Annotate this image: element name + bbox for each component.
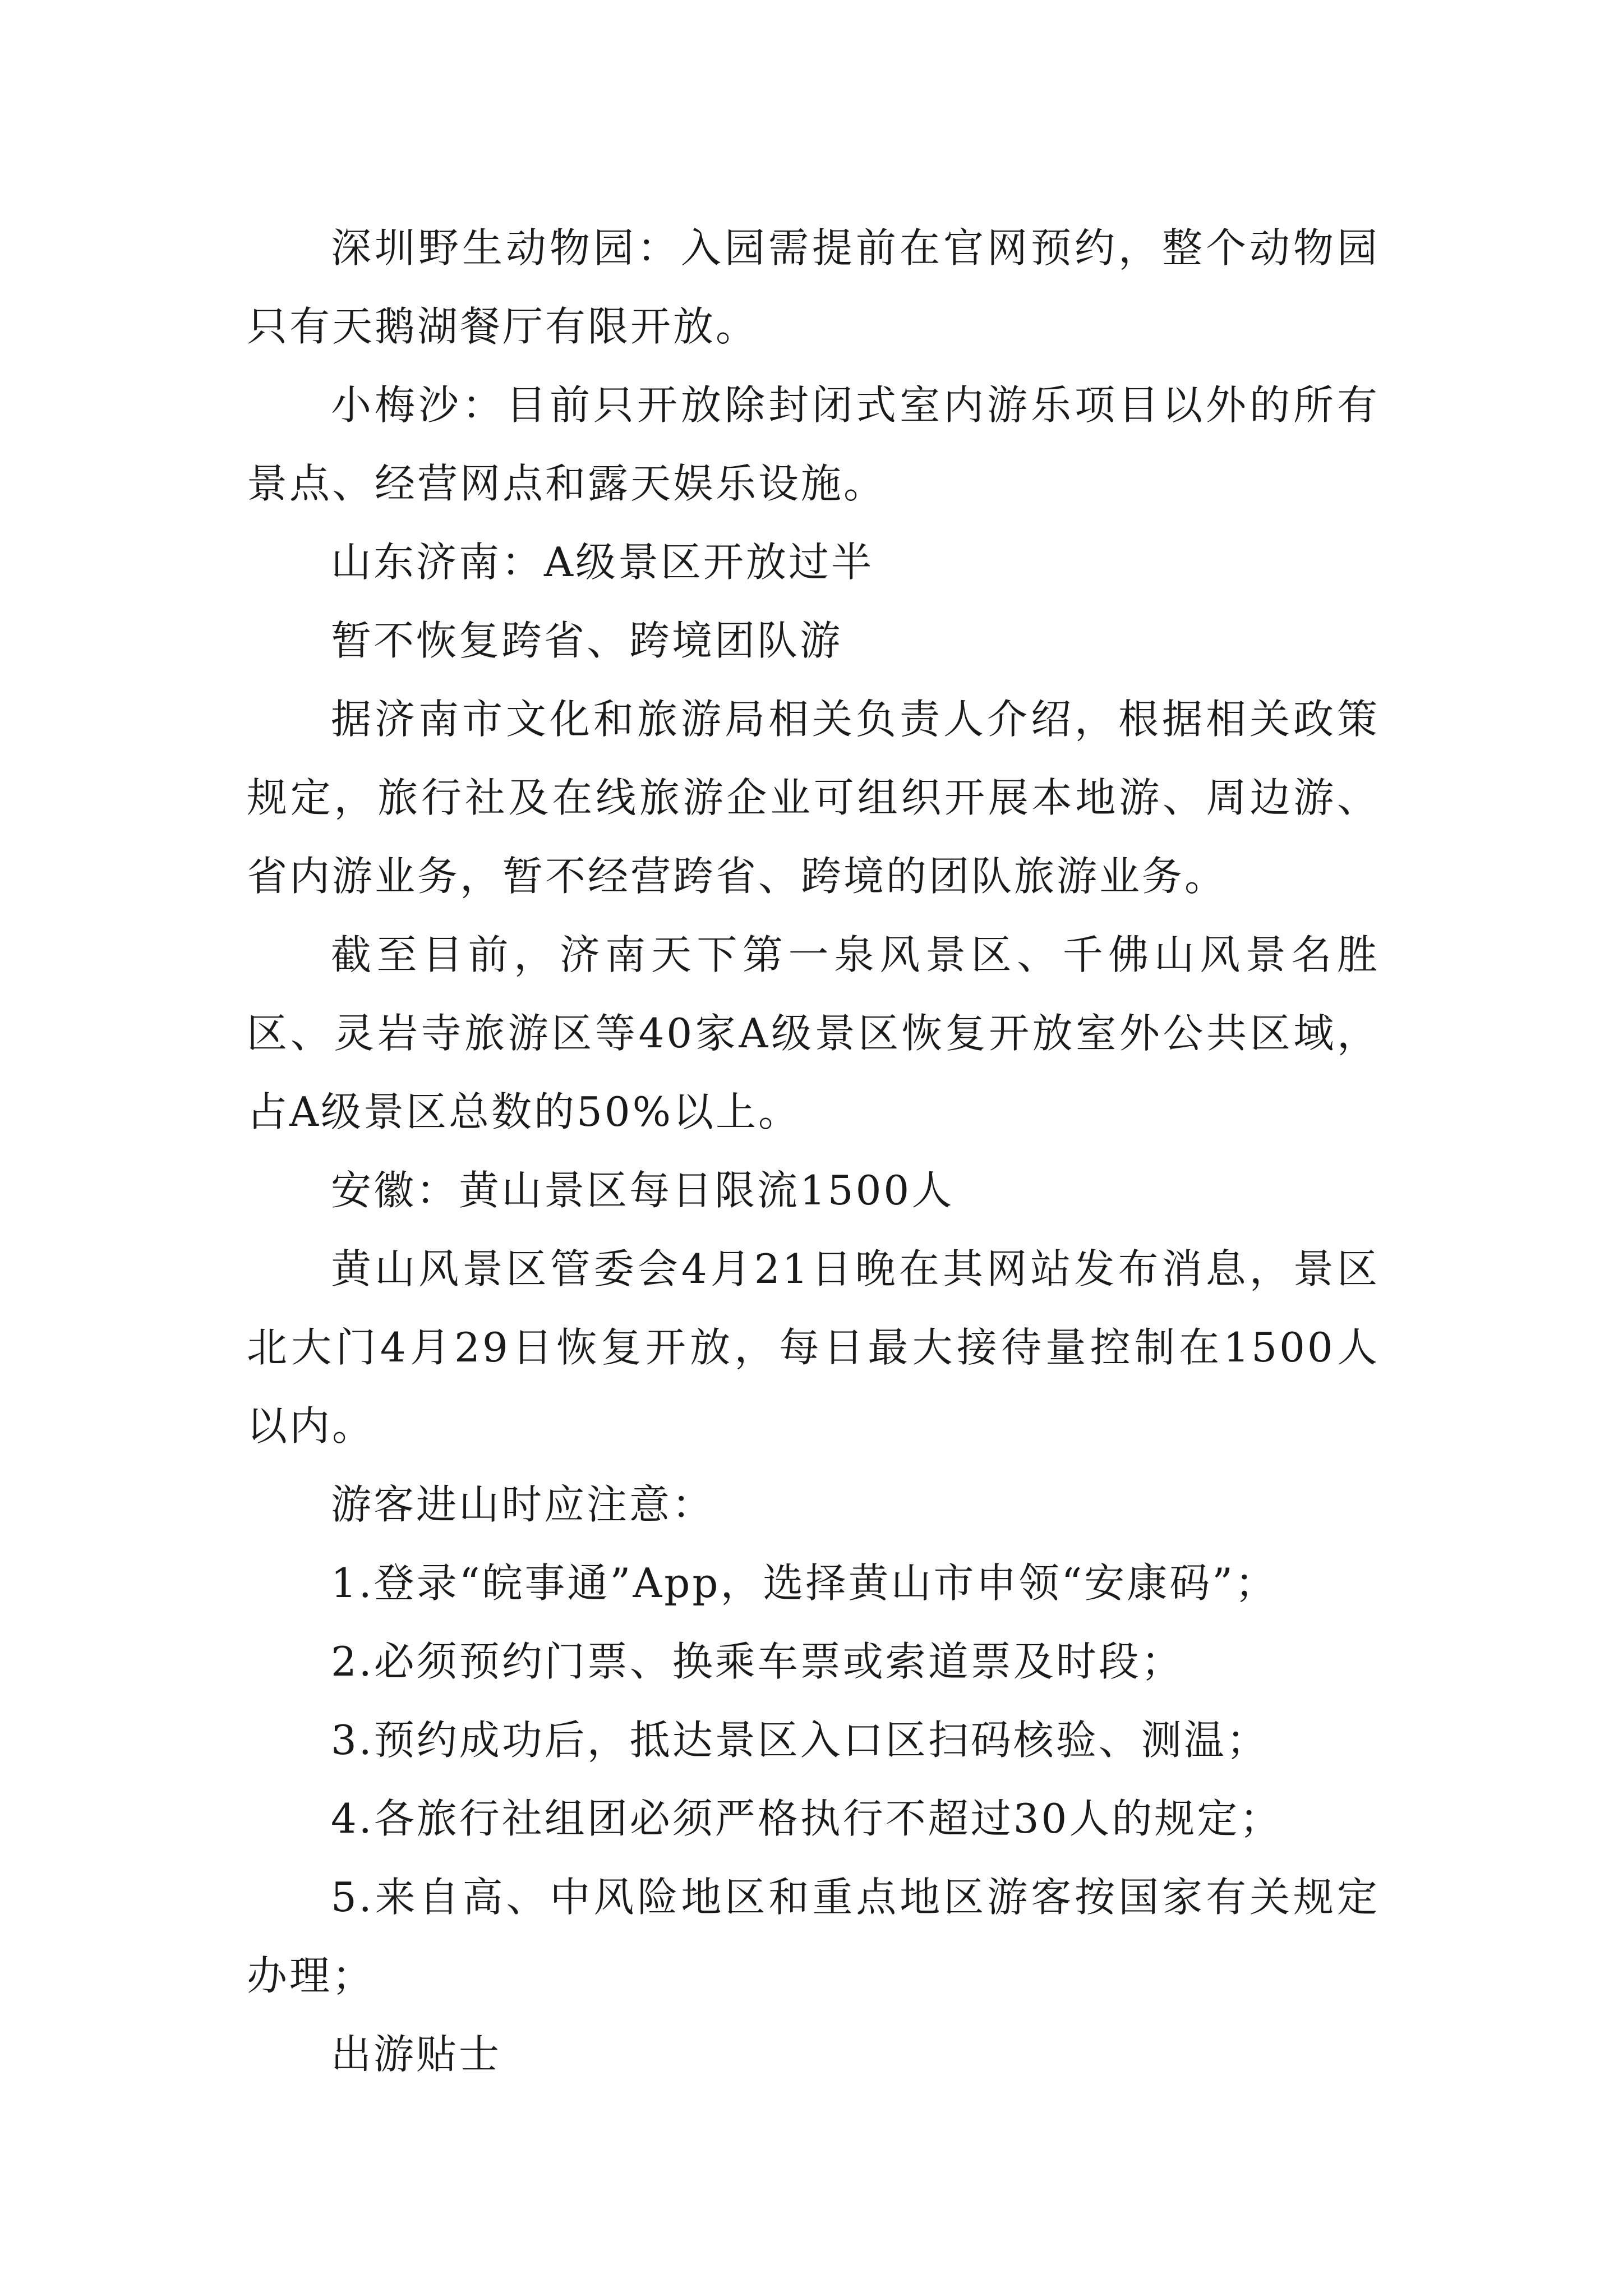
paragraph-jinan-policy: 据济南市文化和旅游局相关负责人介绍，根据相关政策规定，旅行社及在线旅游企业可组织开展本地游、周边游、省内游业务，暂不经营跨省、跨境的团队旅游业务。 xyxy=(247,696,1380,900)
list-item-2: 2.必须预约门票、换乘车票或索道票及时段； xyxy=(331,1638,1184,1685)
paragraph-xiaomeisha: 小梅沙：目前只开放除封闭式室内游乐项目以外的所有景点、经营网点和露天娱乐设施。 xyxy=(247,381,1380,507)
paragraph-visitor-notice-intro: 游客进山时应注意： xyxy=(331,1481,715,1528)
list-item-4: 4.各旅行社组团必须严格执行不超过30人的规定； xyxy=(331,1795,1283,1842)
paragraph-huangshan-announcement: 黄山风景区管委会4月21日晚在其网站发布消息，景区北大门4月29日恢复开放，每日最大接待量控制在1500人以内。 xyxy=(247,1245,1380,1450)
paragraph-shenzhen-zoo: 深圳野生动物园：入园需提前在官网预约，整个动物园只有天鹅湖餐厅有限开放。 xyxy=(247,224,1380,350)
paragraph-jinan-scenic-areas: 截至目前，济南天下第一泉风景区、千佛山风景名胜区、灵岩寺旅游区等40家A级景区恢复开放室外公共区域，占A级景区总数的50%以上。 xyxy=(247,931,1380,1135)
heading-shandong-jinan: 山东济南：A级景区开放过半 xyxy=(331,539,874,586)
heading-travel-tips: 出游贴士 xyxy=(331,2031,502,2078)
list-item-5: 5.来自高、中风险地区和重点地区游客按国家有关规定办理； xyxy=(247,1874,1380,1999)
list-item-3: 3.预约成功后，抵达景区入口区扫码核验、测温； xyxy=(331,1717,1269,1764)
heading-anhui-huangshan: 安徽：黄山景区每日限流1500人 xyxy=(331,1167,955,1214)
list-item-1: 1.登录“皖事通”App，选择黄山市申领“安康码”； xyxy=(331,1559,1278,1607)
document-body xyxy=(247,209,1380,2093)
subheading-no-cross-province-tours: 暂不恢复跨省、跨境团队游 xyxy=(331,617,843,664)
